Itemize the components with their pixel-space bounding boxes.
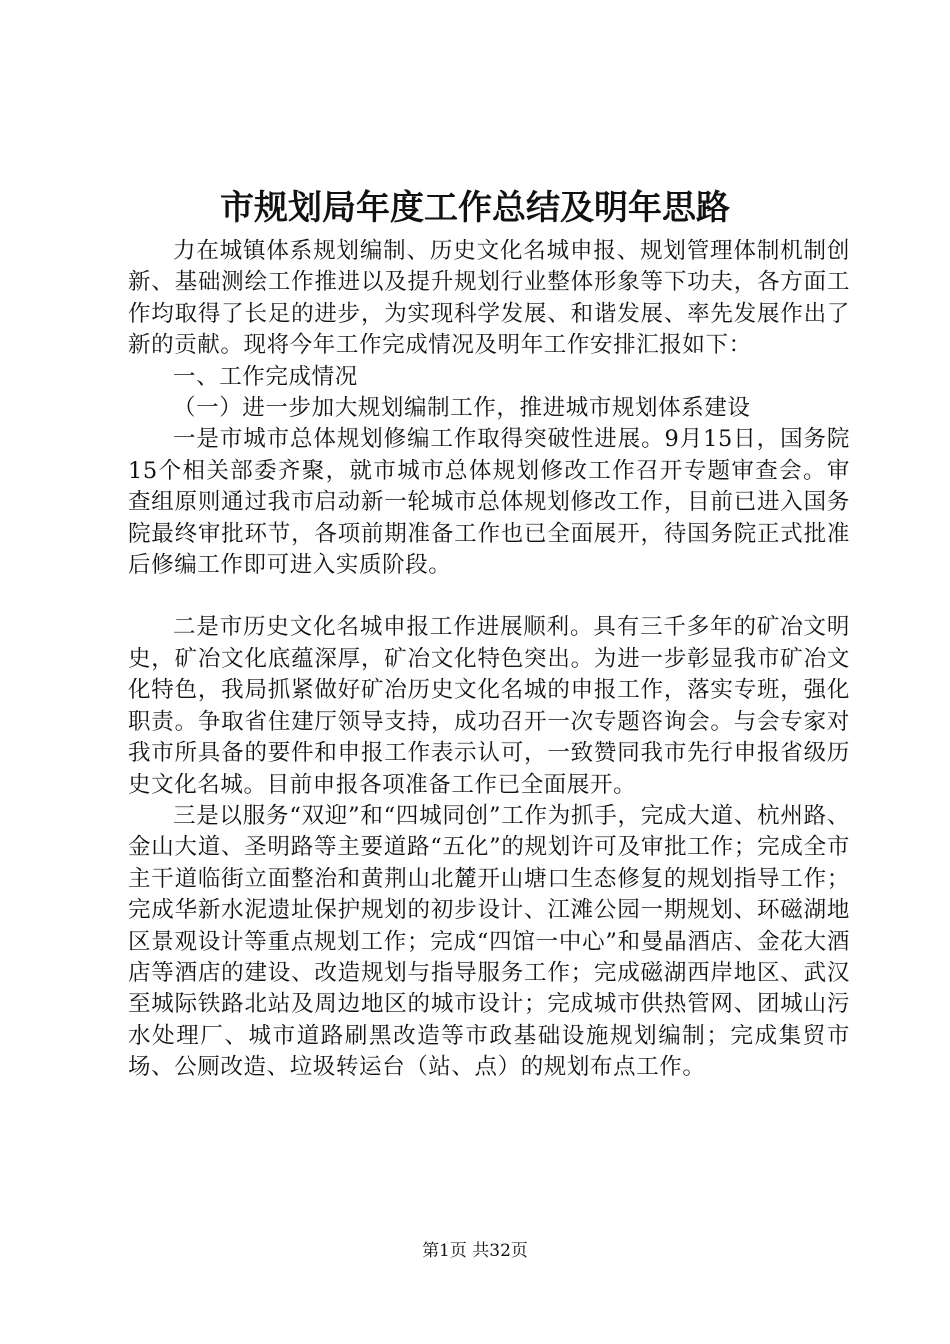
page-footer: 第1页 共32页	[422, 1241, 528, 1261]
body-paragraph: 一是市城市总体规划修编工作取得突破性进展。9月15日，国务院15个相关部委齐聚，就市城市总体规划修改工作召开专题审查会。审查组原则通过我市启动新一轮城市总体规划修改工作，目前已进入国务院最终审批环节，各项前期准备工作也已全面展开，待国务院正式批准后修编工作即可进入实质阶段。	[128, 426, 850, 579]
subsection-heading: （一）进一步加大规划编制工作，推进城市规划体系建设	[173, 395, 751, 422]
section-heading: 一、工作完成情况	[173, 363, 358, 390]
document-body	[128, 236, 850, 1084]
body-paragraph: 二是市历史文化名城申报工作进展顺利。具有三千多年的矿冶文明史，矿冶文化底蕴深厚，矿冶文化特色突出。为进一步彰显我市矿冶文化特色，我局抓紧做好矿冶历史文化名城的申报工作，落实专班，强化职责。争取省住建厅领导支持，成功召开一次专题咨询会。与会专家对我市所具备的要件和申报工作表示认可，一致赞同我市先行申报省级历史文化名城。目前申报各项准备工作已全面展开。	[128, 614, 850, 798]
intro-paragraph: 力在城镇体系规划编制、历史文化名城申报、规划管理体制机制创新、基础测绘工作推进以及提升规划行业整体形象等下功夫，各方面工作均取得了长足的进步，为实现科学发展、和谐发展、率先发展作出了新的贡献。现将今年工作完成情况及明年工作安排汇报如下：	[128, 238, 850, 359]
body-paragraph: 三是以服务“双迎”和“四城同创”工作为抓手，完成大道、杭州路、金山大道、圣明路等主要道路“五化”的规划许可及审批工作；完成全市主干道临街立面整治和黄荆山北麓开山塘口生态修复的规划指导工作；完成华新水泥遗址保护规划的初步设计、江滩公园一期规划、环磁湖地区景观设计等重点规划工作；完成“四馆一中心”和曼晶酒店、金花大酒店等酒店的建设、改造规划与指导服务工作；完成磁湖西岸地区、武汉至城际铁路北站及周边地区的城市设计；完成城市供热管网、团城山污水处理厂、城市道路刷黑改造等市政基础设施规划编制；完成集贸市场、公厕改造、垃圾转运台（站、点）的规划布点工作。	[128, 802, 850, 1081]
document-title: 市规划局年度工作总结及明年思路	[220, 188, 730, 228]
